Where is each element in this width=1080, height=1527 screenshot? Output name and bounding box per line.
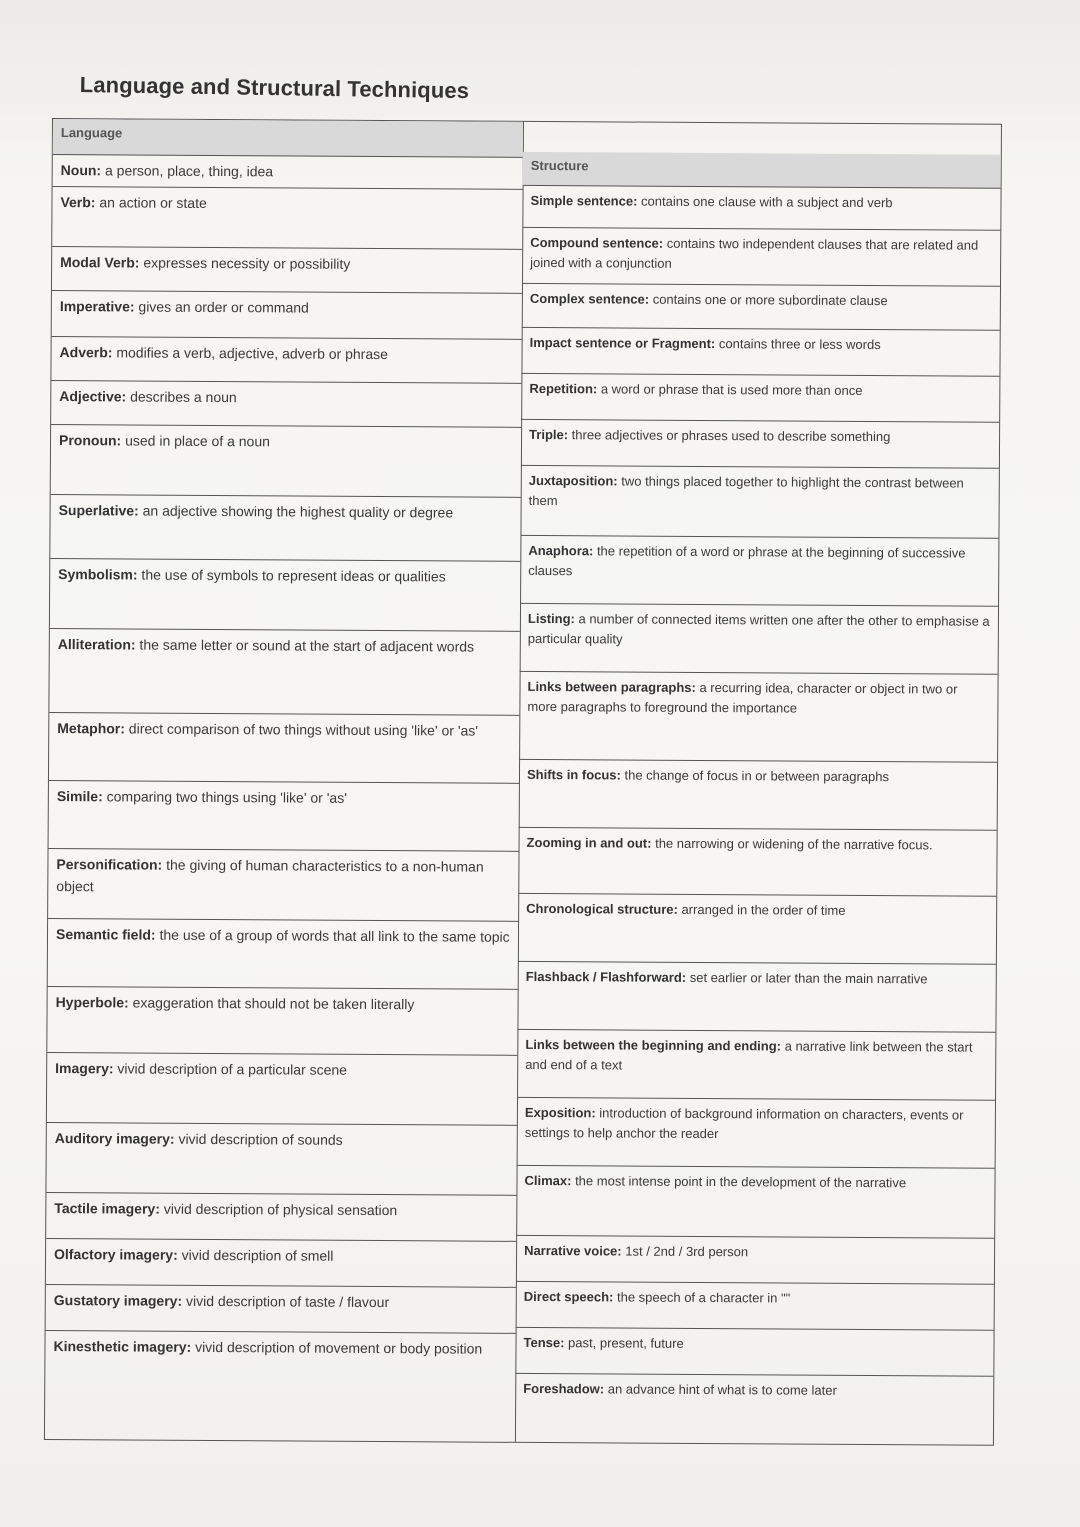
technique-term: Chronological structure: bbox=[526, 900, 678, 917]
structure-spacer bbox=[523, 122, 1001, 155]
technique-definition: expresses necessity or possibility bbox=[139, 254, 351, 272]
technique-term: Kinesthetic imagery: bbox=[53, 1338, 192, 1355]
structure-rows bbox=[515, 186, 1001, 1445]
technique-term: Gustatory imagery: bbox=[53, 1292, 183, 1309]
technique-definition: vivid description of smell bbox=[177, 1246, 334, 1264]
structure-row bbox=[521, 328, 999, 377]
technique-term: Direct speech: bbox=[523, 1288, 614, 1305]
technique-term: Hyperbole: bbox=[55, 994, 129, 1011]
structure-column bbox=[515, 122, 1001, 1445]
technique-definition: used in place of a noun bbox=[121, 432, 270, 450]
technique-definition: exaggeration that should not be taken literally bbox=[128, 994, 415, 1013]
technique-definition: the use of a group of words that all link to the same topic bbox=[155, 926, 510, 945]
technique-term: Impact sentence or Fragment: bbox=[529, 334, 716, 352]
technique-term: Metaphor: bbox=[57, 720, 125, 737]
technique-definition: a number of connected items written one after the other to emphasise a particular quality bbox=[527, 611, 990, 647]
structure-row bbox=[522, 186, 1000, 231]
language-row bbox=[46, 1239, 516, 1288]
technique-term: Listing: bbox=[527, 610, 575, 627]
technique-term: Links between the beginning and ending: bbox=[525, 1036, 782, 1054]
technique-definition: set earlier or later than the main narrative bbox=[686, 969, 928, 987]
technique-definition: a person, place, thing, idea bbox=[101, 162, 274, 180]
technique-term: Exposition: bbox=[524, 1104, 596, 1121]
technique-definition: introduction of background information on characters, events or settings to help anchor the reader bbox=[524, 1105, 964, 1142]
language-row bbox=[53, 155, 523, 190]
structure-row bbox=[520, 466, 998, 539]
structure-row bbox=[522, 228, 1000, 287]
language-row bbox=[52, 187, 522, 250]
language-row bbox=[51, 425, 521, 498]
language-rows bbox=[45, 155, 523, 1442]
language-row bbox=[52, 247, 522, 294]
language-row bbox=[46, 1123, 516, 1196]
language-row bbox=[49, 713, 519, 784]
technique-term: Narrative voice: bbox=[524, 1242, 622, 1259]
technique-definition: two things placed together to highlight the contrast between them bbox=[528, 473, 964, 509]
technique-term: Olfactory imagery: bbox=[54, 1246, 178, 1263]
technique-definition: the same letter or sound at the start of adjacent words bbox=[135, 636, 475, 655]
structure-row bbox=[521, 420, 999, 469]
language-header: Language bbox=[53, 119, 523, 158]
technique-definition: contains two independent clauses that are related and joined with a conjunction bbox=[530, 235, 979, 271]
technique-term: Tactile imagery: bbox=[54, 1200, 160, 1217]
language-row bbox=[49, 781, 519, 852]
structure-row bbox=[521, 374, 999, 423]
technique-term: Tense: bbox=[523, 1334, 565, 1351]
technique-term: Complex sentence: bbox=[529, 290, 650, 307]
structure-row bbox=[518, 828, 996, 897]
technique-term: Foreshadow: bbox=[523, 1380, 605, 1397]
technique-definition: the use of symbols to represent ideas or qualities bbox=[137, 566, 446, 585]
technique-term: Adverb: bbox=[59, 344, 113, 361]
technique-definition: 1st / 2nd / 3rd person bbox=[621, 1243, 749, 1260]
technique-definition: the speech of a character in "" bbox=[613, 1289, 791, 1306]
technique-definition: a word or phrase that is used more than once bbox=[597, 381, 863, 398]
structure-row bbox=[518, 894, 996, 965]
technique-term: Juxtaposition: bbox=[528, 472, 618, 489]
language-row bbox=[50, 495, 520, 562]
technique-definition: an advance hint of what is to come later bbox=[604, 1381, 837, 1398]
language-column bbox=[45, 119, 524, 1442]
technique-definition: the change of focus in or between paragraphs bbox=[620, 767, 890, 785]
technique-term: Simple sentence: bbox=[530, 192, 638, 209]
technique-definition: arranged in the order of time bbox=[677, 901, 846, 918]
technique-definition: the most intense point in the development of the narrative bbox=[571, 1173, 907, 1191]
technique-term: Personification: bbox=[56, 856, 163, 873]
structure-row bbox=[520, 536, 998, 607]
language-row bbox=[47, 1053, 517, 1126]
technique-definition: vivid description of movement or body position bbox=[191, 1338, 483, 1357]
technique-definition: three adjectives or phrases used to describe something bbox=[568, 427, 891, 445]
technique-definition: modifies a verb, adjective, adverb or phrase bbox=[112, 344, 389, 363]
technique-term: Semantic field: bbox=[55, 926, 156, 943]
technique-definition: an adjective showing the highest quality or degree bbox=[138, 502, 454, 521]
technique-definition: vivid description of taste / flavour bbox=[182, 1292, 390, 1311]
technique-term: Symbolism: bbox=[58, 566, 138, 583]
structure-row bbox=[519, 760, 997, 831]
technique-term: Superlative: bbox=[58, 502, 139, 519]
technique-term: Shifts in focus: bbox=[526, 766, 621, 783]
technique-definition: vivid description of a particular scene bbox=[113, 1060, 348, 1078]
technique-term: Flashback / Flashforward: bbox=[525, 968, 687, 985]
language-row bbox=[50, 559, 520, 632]
technique-definition: gives an order or command bbox=[134, 298, 309, 316]
structure-row bbox=[517, 1030, 995, 1101]
technique-term: Verb: bbox=[60, 194, 96, 211]
language-row bbox=[51, 337, 521, 384]
technique-term: Alliteration: bbox=[57, 636, 136, 653]
technique-definition: describes a noun bbox=[126, 388, 237, 406]
technique-term: Imagery: bbox=[55, 1060, 114, 1077]
technique-term: Compound sentence: bbox=[530, 234, 664, 251]
technique-term: Anaphora: bbox=[528, 542, 594, 559]
technique-term: Links between paragraphs: bbox=[527, 678, 696, 695]
technique-definition: the repetition of a word or phrase at the beginning of successive clauses bbox=[528, 543, 966, 579]
structure-row bbox=[520, 604, 998, 675]
technique-definition: contains one clause with a subject and verb bbox=[637, 193, 893, 211]
technique-definition: past, present, future bbox=[564, 1335, 684, 1351]
technique-term: Climax: bbox=[524, 1172, 572, 1189]
technique-term: Noun: bbox=[60, 162, 102, 179]
structure-row bbox=[515, 1328, 993, 1377]
language-row bbox=[45, 1331, 515, 1400]
language-row bbox=[52, 291, 522, 340]
structure-row bbox=[516, 1282, 994, 1331]
technique-term: Simile: bbox=[56, 788, 103, 805]
technique-definition: contains three or less words bbox=[715, 336, 881, 353]
technique-definition: the giving of human characteristics to a non-human object bbox=[56, 856, 484, 894]
language-row bbox=[47, 987, 517, 1056]
language-row bbox=[48, 919, 518, 990]
structure-row bbox=[516, 1166, 994, 1239]
technique-term: Zooming in and out: bbox=[526, 834, 652, 851]
technique-term: Adjective: bbox=[59, 388, 127, 405]
language-row bbox=[46, 1193, 516, 1242]
page-title: Language and Structural Techniques bbox=[79, 72, 470, 104]
technique-definition: a recurring idea, character or object in two or more paragraphs to foreground the importance bbox=[527, 679, 958, 716]
technique-term: Modal Verb: bbox=[60, 254, 140, 271]
technique-definition: vivid description of physical sensation bbox=[159, 1200, 398, 1219]
technique-term: Triple: bbox=[529, 426, 569, 443]
structure-row bbox=[517, 1098, 995, 1169]
language-row bbox=[48, 849, 518, 922]
technique-definition: a narrative link between the start and end of a text bbox=[525, 1038, 973, 1073]
structure-row bbox=[515, 1374, 993, 1443]
language-row bbox=[49, 629, 520, 716]
language-row bbox=[51, 381, 521, 428]
technique-definition: comparing two things using 'like' or 'as' bbox=[102, 788, 347, 806]
structure-row bbox=[519, 672, 998, 763]
techniques-table bbox=[44, 118, 1002, 1446]
technique-term: Repetition: bbox=[529, 380, 598, 397]
structure-row bbox=[516, 1236, 994, 1285]
technique-definition: vivid description of sounds bbox=[174, 1130, 343, 1148]
structure-header: Structure bbox=[523, 152, 1001, 189]
technique-term: Imperative: bbox=[59, 298, 135, 315]
language-row bbox=[46, 1285, 516, 1334]
technique-definition: the narrowing or widening of the narrative focus. bbox=[651, 835, 933, 853]
technique-definition: an action or state bbox=[95, 194, 207, 211]
technique-definition: contains one or more subordinate clause bbox=[649, 291, 888, 309]
technique-definition: direct comparison of two things without using 'like' or 'as' bbox=[124, 720, 479, 739]
structure-row bbox=[517, 962, 995, 1033]
technique-term: Pronoun: bbox=[58, 432, 122, 449]
structure-row bbox=[522, 284, 1000, 331]
technique-term: Auditory imagery: bbox=[54, 1130, 175, 1147]
